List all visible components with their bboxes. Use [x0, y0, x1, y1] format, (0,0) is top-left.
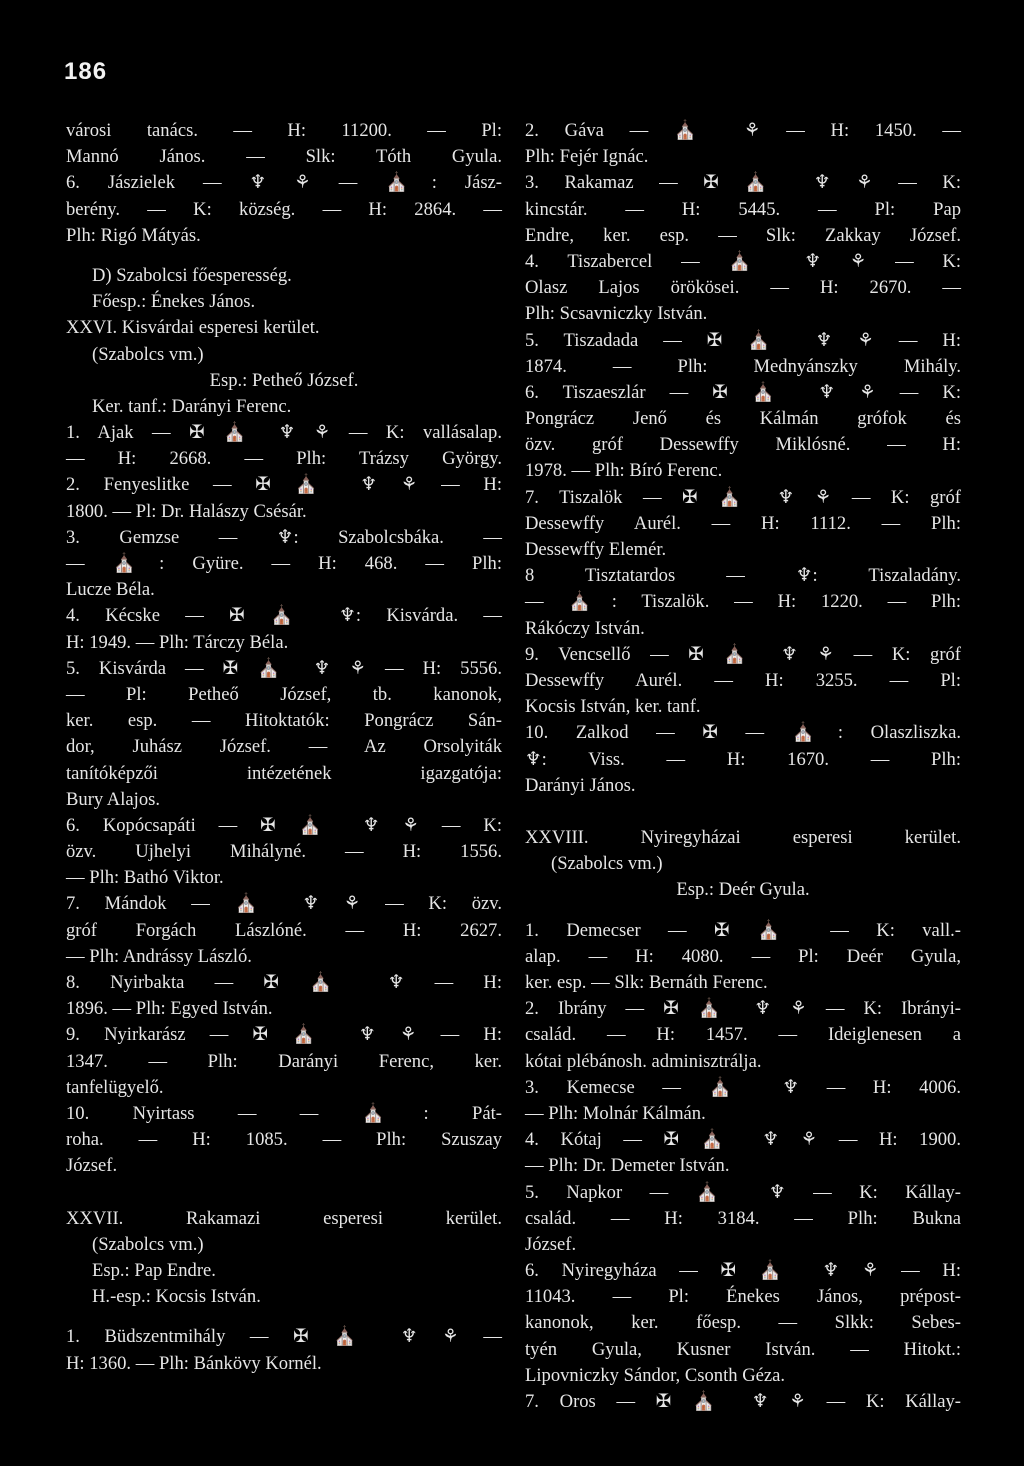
text-line: Plh: Fejér Ignác.	[525, 146, 649, 168]
text-line: — Pl: Pethеő József, tb. kanonok,	[66, 683, 502, 705]
text-line: 4. Tiszabercel — ⛪ ♆ ⚘ — K:	[525, 250, 961, 272]
text-line: — Plh: Molnár Kálmán.	[525, 1102, 706, 1124]
text-line: ker. esp. — Hitoktatók: Pongrácz Sán-	[66, 710, 502, 732]
text-line: 1. Ajak — ✠ ⛪ ♆ ⚘ — K: vallásalap.	[66, 422, 502, 444]
text-line: 5. Napkor — ⛪ ♆ — K: Kállay-	[525, 1181, 961, 1203]
spacer	[66, 1180, 502, 1206]
text-line: (Szabolcs vm.)	[92, 343, 204, 365]
text-line: H.-esp.: Kocsis István.	[92, 1286, 261, 1308]
text-line: H: 1949. — Plh: Tárczy Béla.	[66, 631, 289, 653]
text-line: 9. Nyirkarász — ✠ ⛪ ♆ ⚘ — H:	[66, 1024, 502, 1046]
text-line: 6. Kopócsapáti — ✠ ⛪ ♆ ⚘ — K:	[66, 814, 502, 836]
spacer	[66, 249, 502, 263]
text-line: Olasz Lajos örökösei. — H: 2670. —	[525, 277, 961, 299]
text-line: 1800. — Pl: Dr. Halászy Csésár.	[66, 500, 307, 522]
text-line: József.	[66, 1155, 118, 1177]
text-line: H: 1360. — Plh: Bánkövy Kornél.	[66, 1352, 322, 1374]
text-line: 1. Büdszentmihály — ✠ ⛪ ♆ ⚘ —	[66, 1326, 502, 1348]
text-line: berény. — K: község. — H: 2864. —	[66, 198, 502, 220]
text-line: 7. Tiszalök — ✠ ⛪ ♆ ⚘ — K: gróf	[525, 486, 961, 508]
text-line: — Plh: Dr. Demeter István.	[525, 1155, 730, 1177]
text-line: Mannó János. — Slk: Tóth Gyula.	[66, 146, 502, 168]
spacer	[525, 799, 961, 825]
text-line: 1896. — Plh: Egyed István.	[66, 998, 273, 1020]
text-line: — Plh: Bathó Viktor.	[66, 867, 224, 889]
left-column	[66, 118, 502, 1377]
text-line: 7. Oros — ✠ ⛪ ♆ ⚘ — K: Kállay-	[525, 1391, 961, 1412]
text-line: 3. Gemzse — ♆: Szabolcsbáka. —	[66, 526, 502, 548]
text-line: kanonok, ker. főesp. — Slkk: Sebes-	[525, 1312, 961, 1334]
text-line: városi tanács. — H: 11200. — Pl:	[66, 120, 502, 141]
text-line: 4. Kécske — ✠ ⛪ ♆: Kisvárda. —	[66, 605, 502, 627]
text-line: Bury Alajos.	[66, 788, 161, 810]
text-line: 10. Zalkod — ✠ — ⛪: Olaszliszka.	[525, 722, 961, 744]
text-line: Dessewffy Elemér.	[525, 539, 667, 560]
text-line: 8. Nyirbakta — ✠ ⛪ ♆ — H:	[66, 972, 502, 993]
text-line: 10. Nyirtass — — ⛪: Pát-	[66, 1102, 502, 1124]
text-line: József.	[525, 1233, 577, 1255]
text-line: 2. Fenyeslitke — ✠ ⛪ ♆ ⚘ — H:	[66, 474, 502, 496]
text-line: tanítóképzői intézetének igazgatója:	[66, 762, 502, 784]
text-line: XXVIII. Nyiregyházai esperesi kerület.	[525, 827, 961, 849]
text-line: XXVII. Rakamazi esperesi kerület.	[66, 1207, 502, 1229]
text-line: 7. Mándok — ⛪ ♆ ⚘ — K: özv.	[66, 893, 502, 915]
text-line: 3. Rakamaz — ✠ ⛪ ♆ ⚘ — K:	[525, 172, 961, 194]
text-line: tyén Gyula, Kusner István. — Hitokt.:	[525, 1338, 961, 1360]
text-line: Endre, ker. esp. — Slk: Zakkay József.	[525, 224, 961, 246]
text-line: tanfelügyelő.	[66, 1076, 164, 1098]
text-line: Kocsis István, ker. tanf.	[525, 696, 701, 718]
text-line: gróf Forgách Lászlóné. — H: 2627.	[66, 919, 502, 941]
text-line: 2. Gáva — ⛪ ⚘ — H: 1450. —	[525, 120, 961, 141]
page-number: 186	[64, 58, 108, 85]
text-line: D) Szabolcsi főesperesség.	[92, 264, 292, 286]
text-line: Dessewffy Aurél. — H: 1112. — Plh:	[525, 512, 961, 534]
text-line: 6. Tiszaeszlár — ✠ ⛪ ♆ ⚘ — K:	[525, 381, 961, 403]
text-line: család. — H: 3184. — Plh: Bukna	[525, 1207, 961, 1229]
text-line: Lucze Béla.	[66, 579, 155, 601]
text-line: kincstár. — H: 5445. — Pl: Pap	[525, 198, 961, 220]
text-line: kótai plébánosh. adminisztrálja.	[525, 1050, 762, 1072]
text-line: Darányi János.	[525, 774, 636, 796]
text-line: 5. Tiszadada — ✠ ⛪ ♆ ⚘ — H:	[525, 329, 961, 351]
text-line: 4. Kótaj — ✠ ⛪ ♆ ⚘ — H: 1900.	[525, 1129, 961, 1151]
text-line: Esp.: Pap Endre.	[92, 1260, 216, 1282]
text-line: 2. Ibrány — ✠ ⛪ ♆ ⚘ — K: Ibrányi-	[525, 998, 961, 1020]
text-line: (Szabolcs vm.)	[92, 1233, 204, 1255]
text-line: 9. Vencsellő — ✠ ⛪ ♆ ⚘ — K: gróf	[525, 643, 961, 665]
text-line: 1347. — Plh: Darányi Ferenc, ker.	[66, 1050, 502, 1072]
text-line: roha. — H: 1085. — Plh: Szuszay	[66, 1129, 502, 1151]
text-line: Rákóczy István.	[525, 617, 645, 639]
right-column	[525, 118, 961, 1415]
text-line: XXVI. Kisvárdai esperesi kerület.	[66, 317, 320, 339]
text-line: 6. Nyiregyháza — ✠ ⛪ ♆ ⚘ — H:	[525, 1260, 961, 1282]
text-line: Plh: Rigó Mátyás.	[66, 224, 201, 246]
text-line: 6. Jászielek — ♆ ⚘ — ⛪: Jász-	[66, 172, 502, 194]
text-line: család. — H: 1457. — Ideiglenesen a	[525, 1024, 961, 1046]
text-line: özv. gróf Dessewffy Miklósné. — H:	[525, 434, 961, 456]
text-line: Plh: Scsavniczky István.	[525, 303, 708, 325]
text-line: 1. Demecser — ✠ ⛪ — K: vall.-	[525, 919, 961, 941]
text-line: Dessewffy Aurél. — H: 3255. — Pl:	[525, 669, 961, 691]
text-line: alap. — H: 4080. — Pl: Deér Gyula,	[525, 945, 961, 967]
text-line: 8 Tisztatardos — ♆: Tiszaladány.	[525, 565, 961, 587]
text-line: dor, Juhász József. — Az Orsolyiták	[66, 736, 502, 758]
text-line: Pongrácz Jenő és Kálmán grófok és	[525, 408, 961, 430]
text-line: 1978. — Plh: Bíró Ferenc.	[525, 460, 723, 482]
text-line: ♆: Viss. — H: 1670. — Plh:	[525, 748, 961, 770]
text-line: Főesp.: Énekes János.	[92, 291, 256, 313]
text-line: — Plh: Andrássy László.	[66, 945, 252, 967]
text-line: ker. esp. — Slk: Bernáth Ferenc.	[525, 972, 768, 993]
text-line: 11043. — Pl: Énekes János, prépost-	[525, 1286, 961, 1308]
text-line: özv. Ujhelyi Mihályné. — H: 1556.	[66, 841, 502, 863]
text-line: 5. Kisvárda — ✠ ⛪ ♆ ⚘ — H: 5556.	[66, 657, 502, 679]
text-line: (Szabolcs vm.)	[551, 853, 663, 875]
text-line: Esp.: Deér Gyula.	[676, 879, 810, 901]
text-line: — ⛪: Tiszalök. — H: 1220. — Plh:	[525, 591, 961, 613]
text-line: 1874. — Plh: Mednyánszky Mihály.	[525, 355, 961, 377]
text-line: — H: 2668. — Plh: Trázsy György.	[66, 448, 502, 470]
text-line: Ker. tanf.: Darányi Ferenc.	[92, 395, 292, 417]
spacer	[525, 904, 961, 918]
spacer	[66, 1310, 502, 1324]
text-line: — ⛪: Gyüre. — H: 468. — Plh:	[66, 553, 502, 574]
text-line: 3. Kemecse — ⛪ ♆ — H: 4006.	[525, 1076, 961, 1098]
text-line: Esp.: Pethеő József.	[209, 369, 359, 391]
text-line: Lipovniczky Sándor, Csonth Géza.	[525, 1364, 786, 1386]
